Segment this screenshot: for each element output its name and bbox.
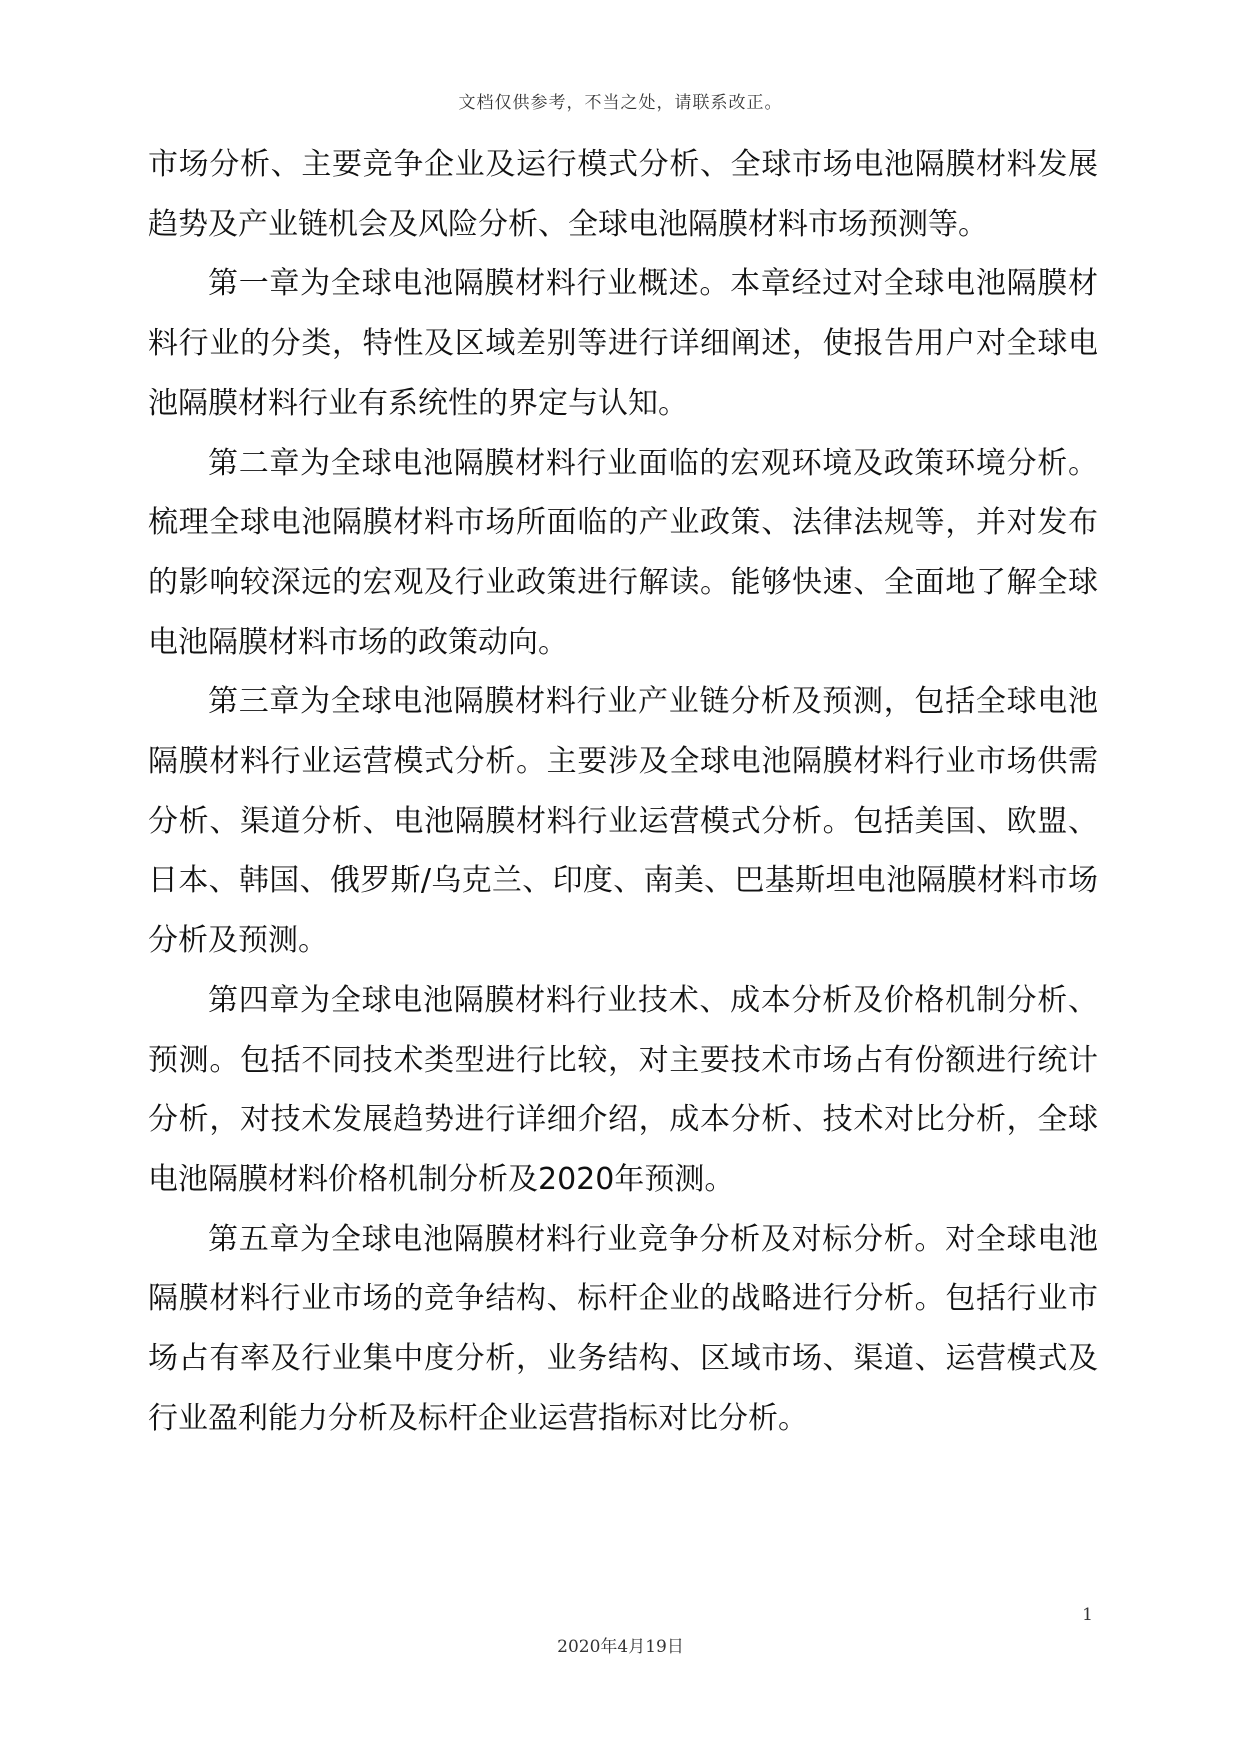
paragraph-continuation: 市场分析、主要竞争企业及运行模式分析、全球市场电池隔膜材料发展趋势及产业链机会及风险分析、全球电池隔膜材料市场预测等。 — [148, 147, 1098, 242]
document-body — [148, 135, 1098, 1448]
page-number: 1 — [1082, 1605, 1093, 1625]
page-header: 文档仅供参考，不当之处，请联系改正。 — [458, 93, 783, 113]
page-footer-date: 2020年4月19日 — [557, 1637, 684, 1657]
paragraph-chapter-2: 第二章为全球电池隔膜材料行业面临的宏观环境及政策环境分析。梳理全球电池隔膜材料市场所面临的产业政策、法律法规等，并对发布的影响较深远的宏观及行业政策进行解读。能够快速、全面地了解全球电池隔膜材料市场的政策动向。 — [148, 445, 1098, 660]
paragraph-chapter-3: 第三章为全球电池隔膜材料行业产业链分析及预测，包括全球电池隔膜材料行业运营模式分析。主要涉及全球电池隔膜材料行业市场供需分析、渠道分析、电池隔膜材料行业运营模式分析。包括美国、欧盟、日本、韩国、俄罗斯/乌克兰、印度、南美、巴基斯坦电池隔膜材料市场分析及预测。 — [148, 684, 1098, 959]
paragraph-chapter-4: 第四章为全球电池隔膜材料行业技术、成本分析及价格机制分析、预测。包括不同技术类型进行比较，对主要技术市场占有份额进行统计分析，对技术发展趋势进行详细介绍，成本分析、技术对比分析，全球电池隔膜材料价格机制分析及2020年预测。 — [148, 982, 1098, 1197]
paragraph-chapter-5: 第五章为全球电池隔膜材料行业竞争分析及对标分析。对全球电池隔膜材料行业市场的竞争结构、标杆企业的战略进行分析。包括行业市场占有率及行业集中度分析，业务结构、区域市场、渠道、运营模式及行业盈利能力分析及标杆企业运营指标对比分析。 — [148, 1221, 1098, 1436]
paragraph-chapter-1: 第一章为全球电池隔膜材料行业概述。本章经过对全球电池隔膜材料行业的分类，特性及区域差别等进行详细阐述，使报告用户对全球电池隔膜材料行业有系统性的界定与认知。 — [148, 266, 1098, 421]
